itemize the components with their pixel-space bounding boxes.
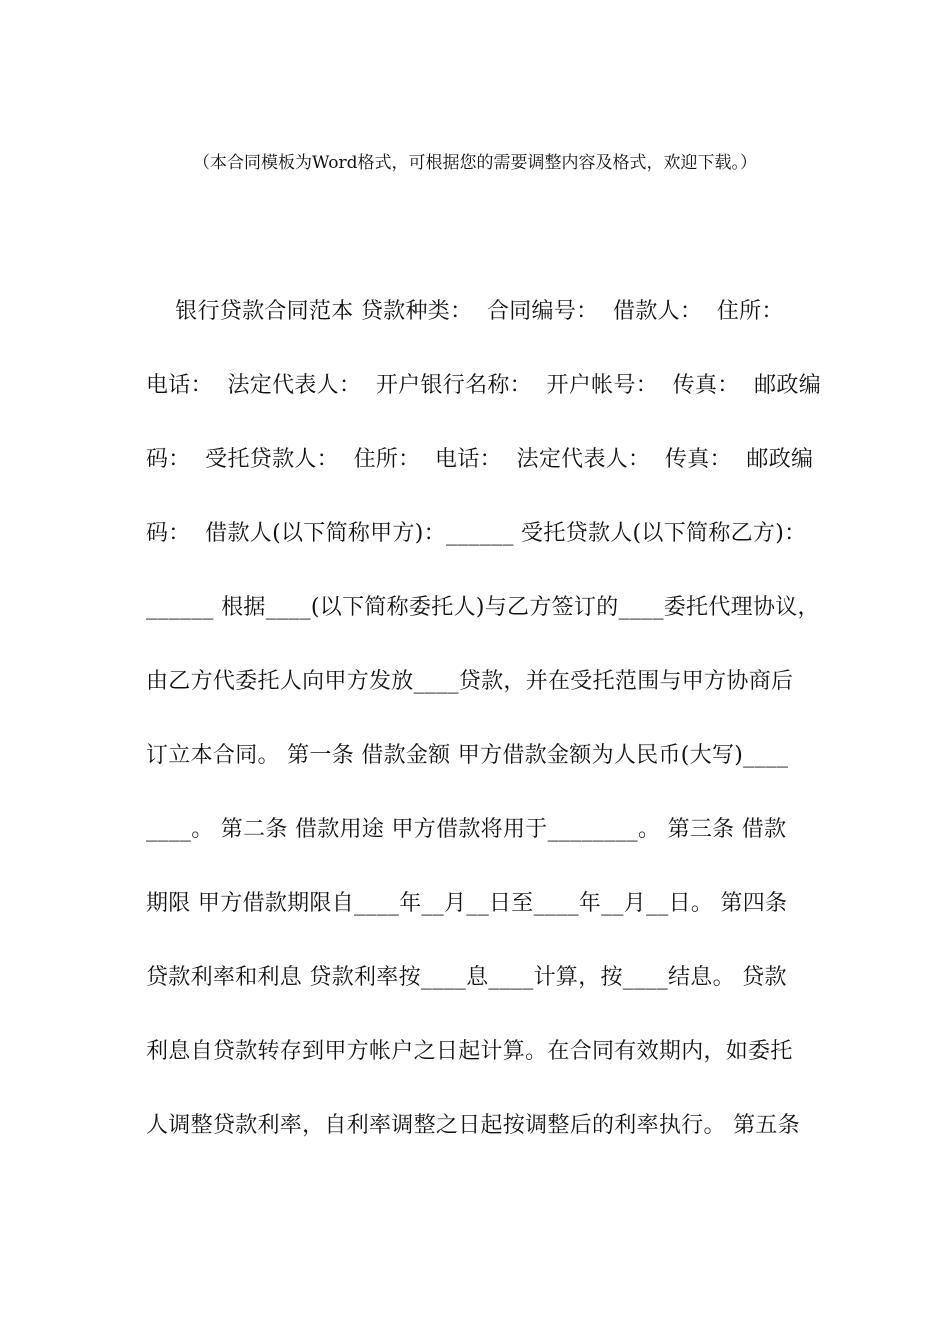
contract-line: ____。 第二条 借款用途 甲方借款将用于________。 第三条 借款	[146, 817, 787, 842]
contract-line: 码： 借款人(以下简称甲方)：______ 受托贷款人(以下简称乙方)：	[146, 521, 807, 546]
contract-line: 银行贷款合同范本 贷款种类： 合同编号： 借款人： 住所：	[146, 299, 784, 324]
contract-line: ______ 根据____(以下简称委托人)与乙方签订的____委托代理协议，	[146, 595, 820, 620]
contract-line: 利息自贷款转存到甲方帐户之日起计算。在合同有效期内，如委托	[146, 1039, 793, 1064]
contract-line: 贷款利率和利息 贷款利率按____息____计算，按____结息。 贷款	[146, 965, 787, 990]
contract-line: 码： 受托贷款人： 住所： 电话： 法定代表人： 传真： 邮政编	[146, 447, 814, 472]
template-notice: （本合同模板为Word格式，可根据您的需要调整内容及格式，欢迎下载。）	[192, 153, 758, 173]
contract-line: 由乙方代委托人向甲方发放____贷款，并在受托范围与甲方协商后	[146, 669, 794, 694]
contract-line: 电话： 法定代表人： 开户银行名称： 开户帐号： 传真： 邮政编	[146, 373, 822, 398]
contract-line: 人调整贷款利率，自利率调整之日起按调整后的利率执行。 第五条	[146, 1113, 800, 1138]
contract-body	[146, 292, 846, 1180]
contract-line: 订立本合同。 第一条 借款金额 甲方借款金额为人民币(大写)____	[146, 743, 789, 768]
contract-line: 期限 甲方借款期限自____年__月__日至____年__月__日。 第四条	[146, 891, 788, 916]
